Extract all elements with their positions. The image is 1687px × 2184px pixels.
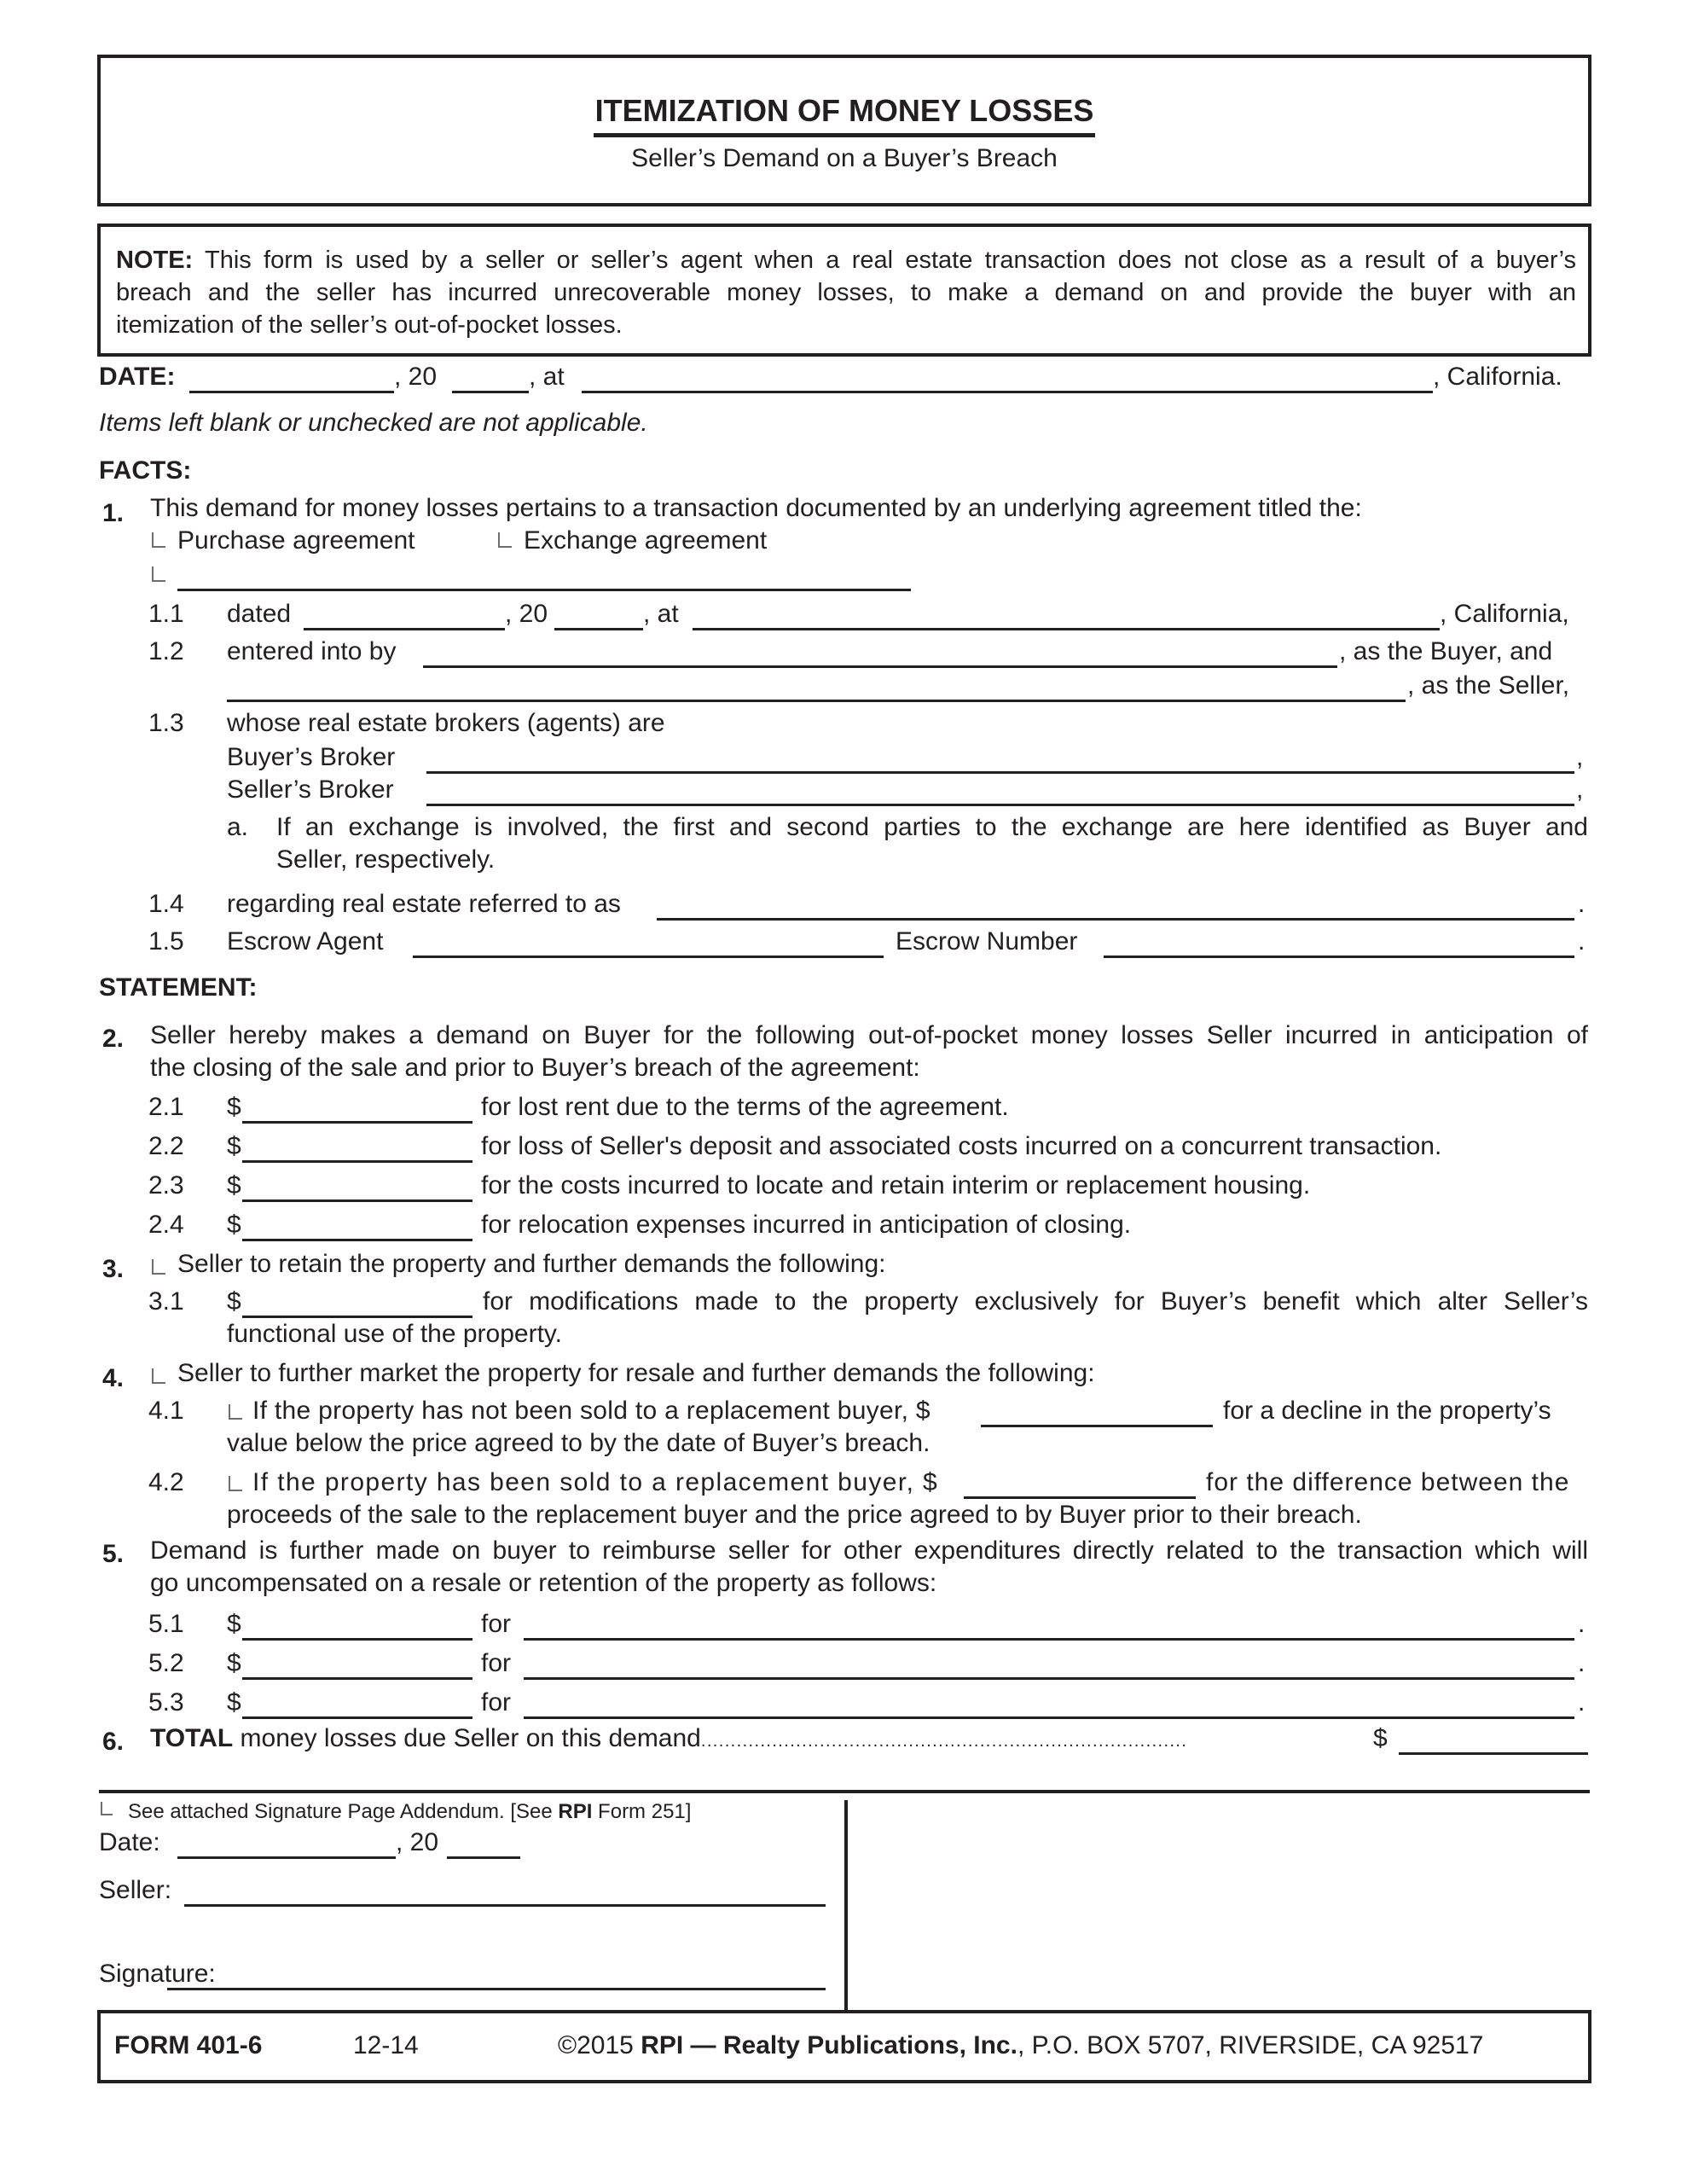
- seller-broker-label: Seller’s Broker: [227, 775, 394, 804]
- s5-2-description-field[interactable]: [524, 1652, 1574, 1680]
- s1-1-date-field[interactable]: [304, 602, 505, 630]
- s5-3-description-field[interactable]: [524, 1691, 1574, 1719]
- s2-4-text: for relocation expenses incurred in anticipation of closing.: [481, 1211, 1132, 1239]
- seller-broker-field[interactable]: [426, 778, 1574, 806]
- s4-2-line-2: proceeds of the sale to the replacement buyer and the price agreed to by Buyer prior to their breach.: [227, 1501, 1362, 1529]
- s5-1-end: .: [1578, 1610, 1586, 1638]
- s1-1-number: 1.1: [148, 600, 184, 628]
- note-line-1: NOTE: This form is used by a seller or seller’s agent when a real estate transaction does not close as a result of a buyer’s: [116, 247, 1576, 274]
- item-3-number: 3.: [102, 1255, 125, 1283]
- copyright: ©2015 RPI — Realty Publications, Inc., P.O. BOX 5707, RIVERSIDE, CA 92517: [558, 2031, 1484, 2059]
- item-2-number: 2.: [102, 1025, 125, 1053]
- seller-broker-comma: ,: [1576, 775, 1584, 804]
- item-5-number: 5.: [102, 1540, 125, 1568]
- s1-3-number: 1.3: [148, 709, 184, 737]
- checkbox-purchase-agreement[interactable]: [152, 532, 165, 548]
- item-5-line-1: Demand is further made on buyer to reimburse seller for other expenditures directly related to the transaction which will: [150, 1536, 1588, 1565]
- s5-3-for: for: [481, 1688, 512, 1716]
- seller-label: Seller:: [99, 1876, 172, 1904]
- s1-4-end: .: [1578, 890, 1586, 918]
- s5-2-currency: $: [227, 1649, 241, 1677]
- date-state: , California.: [1433, 363, 1562, 391]
- s2-1-text: for lost rent due to the terms of the agreement.: [481, 1093, 1009, 1121]
- checkbox-item-3[interactable]: [152, 1259, 165, 1275]
- s1-5-number: 1.5: [148, 927, 184, 956]
- item-1-number: 1.: [102, 499, 125, 527]
- s2-2-number: 2.2: [148, 1132, 184, 1160]
- footer-box: [97, 2010, 1591, 2083]
- s1-3a-line-1: If an exchange is involved, the first and second parties to the exchange are here identified as Buyer and: [276, 813, 1588, 841]
- signature-divider-vertical: [844, 1800, 848, 2012]
- checkbox-other-agreement[interactable]: [152, 566, 165, 582]
- item-6-text: TOTAL money losses due Seller on this demand..................................................................................: [150, 1724, 1188, 1752]
- s3-1-line-2: functional use of the property.: [227, 1320, 563, 1348]
- form-revision: 12-14: [353, 2031, 419, 2059]
- s4-2-number: 4.2: [148, 1468, 184, 1496]
- date-at: , at: [529, 363, 565, 391]
- s2-4-amount-field[interactable]: [242, 1213, 472, 1241]
- item-4-text: Seller to further market the property for resale and further demands the following:: [177, 1359, 1095, 1387]
- other-agreement-field[interactable]: [177, 566, 911, 591]
- item-3-text: Seller to retain the property and further demands the following:: [177, 1250, 886, 1278]
- date-location-field[interactable]: [582, 365, 1433, 393]
- s4-1-amount-field[interactable]: [981, 1399, 1213, 1427]
- s2-3-number: 2.3: [148, 1171, 184, 1199]
- escrow-number-label: Escrow Number: [896, 927, 1078, 956]
- seller-name-field[interactable]: [227, 674, 1406, 702]
- buyer-broker-label: Buyer’s Broker: [227, 743, 396, 771]
- instructions: Items left blank or unchecked are not applicable.: [99, 409, 648, 437]
- option-exchange-agreement: Exchange agreement: [524, 526, 768, 555]
- s2-1-currency: $: [227, 1093, 241, 1121]
- date-year-prefix: , 20: [394, 363, 438, 391]
- signature-year-prefix: , 20: [396, 1828, 439, 1856]
- form-title: ITEMIZATION OF MONEY LOSSES: [101, 92, 1588, 137]
- signature-divider-top: [99, 1790, 1590, 1793]
- seller-signature-name-field[interactable]: [184, 1879, 826, 1907]
- item-2-line-1: Seller hereby makes a demand on Buyer for the following out-of-pocket money losses Seller incurred in anticipation of: [150, 1021, 1588, 1049]
- buyer-broker-field[interactable]: [426, 746, 1574, 774]
- s4-2-post: for the difference between the: [1206, 1468, 1570, 1496]
- s5-2-for: for: [481, 1649, 512, 1677]
- s5-1-for: for: [481, 1610, 512, 1638]
- checkbox-s4-1[interactable]: [229, 1404, 242, 1420]
- total-currency: $: [1373, 1724, 1388, 1752]
- form-number: FORM 401-6: [114, 2031, 263, 2059]
- signature-addendum-text: See attached Signature Page Addendum. [See RPI Form 251]: [128, 1800, 692, 1823]
- seller-suffix: , as the Seller,: [1407, 671, 1570, 700]
- escrow-agent-field[interactable]: [413, 930, 884, 958]
- note-text: [116, 244, 1576, 341]
- date-year-field[interactable]: [452, 365, 529, 393]
- s3-1-amount-field[interactable]: [242, 1290, 472, 1318]
- s1-1-at: , at: [643, 600, 679, 628]
- s2-2-currency: $: [227, 1132, 241, 1160]
- s5-2-amount-field[interactable]: [242, 1652, 472, 1680]
- note-line-3: itemization of the seller’s out-of-pocket losses.: [116, 311, 623, 339]
- s4-1-post: for a decline in the property’s: [1223, 1397, 1551, 1425]
- s2-2-text: for loss of Seller's deposit and associated costs incurred on a concurrent transaction.: [481, 1132, 1442, 1160]
- s5-2-end: .: [1578, 1649, 1586, 1677]
- item-2-line-2: the closing of the sale and prior to Buyer’s breach of the agreement:: [150, 1054, 920, 1082]
- checkbox-item-4[interactable]: [152, 1368, 165, 1384]
- s2-2-amount-field[interactable]: [242, 1135, 472, 1163]
- buyer-name-field[interactable]: [423, 640, 1337, 668]
- s5-3-end: .: [1578, 1688, 1586, 1716]
- s3-1-line-1: for modifications made to the property exclusively for Buyer’s benefit which alter Seller’s: [483, 1287, 1588, 1316]
- s5-1-currency: $: [227, 1610, 241, 1638]
- s1-5-end: .: [1578, 927, 1586, 956]
- s1-2-label: entered into by: [227, 637, 397, 665]
- s2-4-number: 2.4: [148, 1211, 184, 1239]
- item-5-line-2: go uncompensated on a resale or retention of the property as follows:: [150, 1569, 937, 1597]
- option-purchase-agreement: Purchase agreement: [177, 526, 415, 555]
- total-amount-field[interactable]: [1399, 1727, 1588, 1755]
- s5-3-number: 5.3: [148, 1688, 184, 1716]
- s5-1-description-field[interactable]: [524, 1612, 1574, 1641]
- s1-3a-marker: a.: [227, 813, 249, 841]
- s1-2-number: 1.2: [148, 637, 184, 665]
- signature-year-field[interactable]: [447, 1831, 520, 1859]
- s4-2-pre: If the property has been sold to a replacement buyer, $: [252, 1468, 939, 1496]
- s1-1-year-field[interactable]: [554, 602, 643, 630]
- signature-date-field[interactable]: [177, 1831, 396, 1859]
- s4-1-number: 4.1: [148, 1397, 184, 1425]
- checkbox-signature-addendum[interactable]: [101, 1802, 113, 1815]
- s1-4-number: 1.4: [148, 890, 184, 918]
- property-reference-field[interactable]: [657, 892, 1574, 921]
- facts-heading: FACTS:: [99, 456, 192, 485]
- s1-4-label: regarding real estate referred to as: [227, 890, 621, 918]
- note-line-2: breach and the seller has incurred unrecoverable money losses, to make a demand on and provide the buyer with an: [116, 279, 1576, 306]
- s2-1-number: 2.1: [148, 1093, 184, 1121]
- statement-heading: STATEMENT:: [99, 973, 258, 1002]
- seller-signature-field[interactable]: [167, 1962, 826, 1990]
- buyer-suffix: , as the Buyer, and: [1339, 637, 1553, 665]
- s1-1-label: dated: [227, 600, 292, 628]
- header-box: [97, 55, 1591, 206]
- s2-3-amount-field[interactable]: [242, 1174, 472, 1202]
- s2-4-currency: $: [227, 1211, 241, 1239]
- s4-1-pre: If the property has not been sold to a replacement buyer, $: [252, 1397, 930, 1425]
- s1-1-year-prefix: , 20: [505, 600, 548, 628]
- form-subtitle: Seller’s Demand on a Buyer’s Breach: [631, 144, 1058, 172]
- s4-1-line-2: value below the price agreed to by the date of Buyer’s breach.: [227, 1429, 930, 1457]
- escrow-agent-label: Escrow Agent: [227, 927, 384, 956]
- s2-3-text: for the costs incurred to locate and retain interim or replacement housing.: [481, 1171, 1311, 1199]
- s1-3-label: whose real estate brokers (agents) are: [227, 709, 665, 737]
- signature-date-label: Date:: [99, 1828, 160, 1856]
- item-4-number: 4.: [102, 1364, 125, 1392]
- s3-1-number: 3.1: [148, 1287, 184, 1316]
- s5-3-amount-field[interactable]: [242, 1691, 472, 1719]
- s1-1-location-field[interactable]: [693, 602, 1440, 630]
- s1-3a-line-2: Seller, respectively.: [276, 845, 496, 874]
- date-field[interactable]: [189, 365, 394, 393]
- s5-2-number: 5.2: [148, 1649, 184, 1677]
- s4-2-amount-field[interactable]: [964, 1471, 1196, 1499]
- s5-1-number: 5.1: [148, 1610, 184, 1638]
- item-1-text: This demand for money losses pertains to a transaction documented by an underlying agreement titled the:: [150, 494, 1362, 522]
- item-6-number: 6.: [102, 1728, 125, 1756]
- date-label: DATE:: [99, 363, 176, 391]
- escrow-number-field[interactable]: [1104, 930, 1574, 958]
- note-box: [97, 224, 1591, 357]
- s2-1-amount-field[interactable]: [242, 1095, 472, 1124]
- s2-3-currency: $: [227, 1171, 241, 1199]
- signature-label: Signature:: [99, 1960, 216, 1988]
- checkbox-exchange-agreement[interactable]: [498, 532, 512, 548]
- s5-1-amount-field[interactable]: [242, 1612, 472, 1641]
- s5-3-currency: $: [227, 1688, 241, 1716]
- s3-1-currency: $: [227, 1287, 241, 1316]
- buyer-broker-comma: ,: [1576, 743, 1584, 771]
- s1-1-state: , California,: [1440, 600, 1569, 628]
- checkbox-s4-2[interactable]: [229, 1476, 242, 1491]
